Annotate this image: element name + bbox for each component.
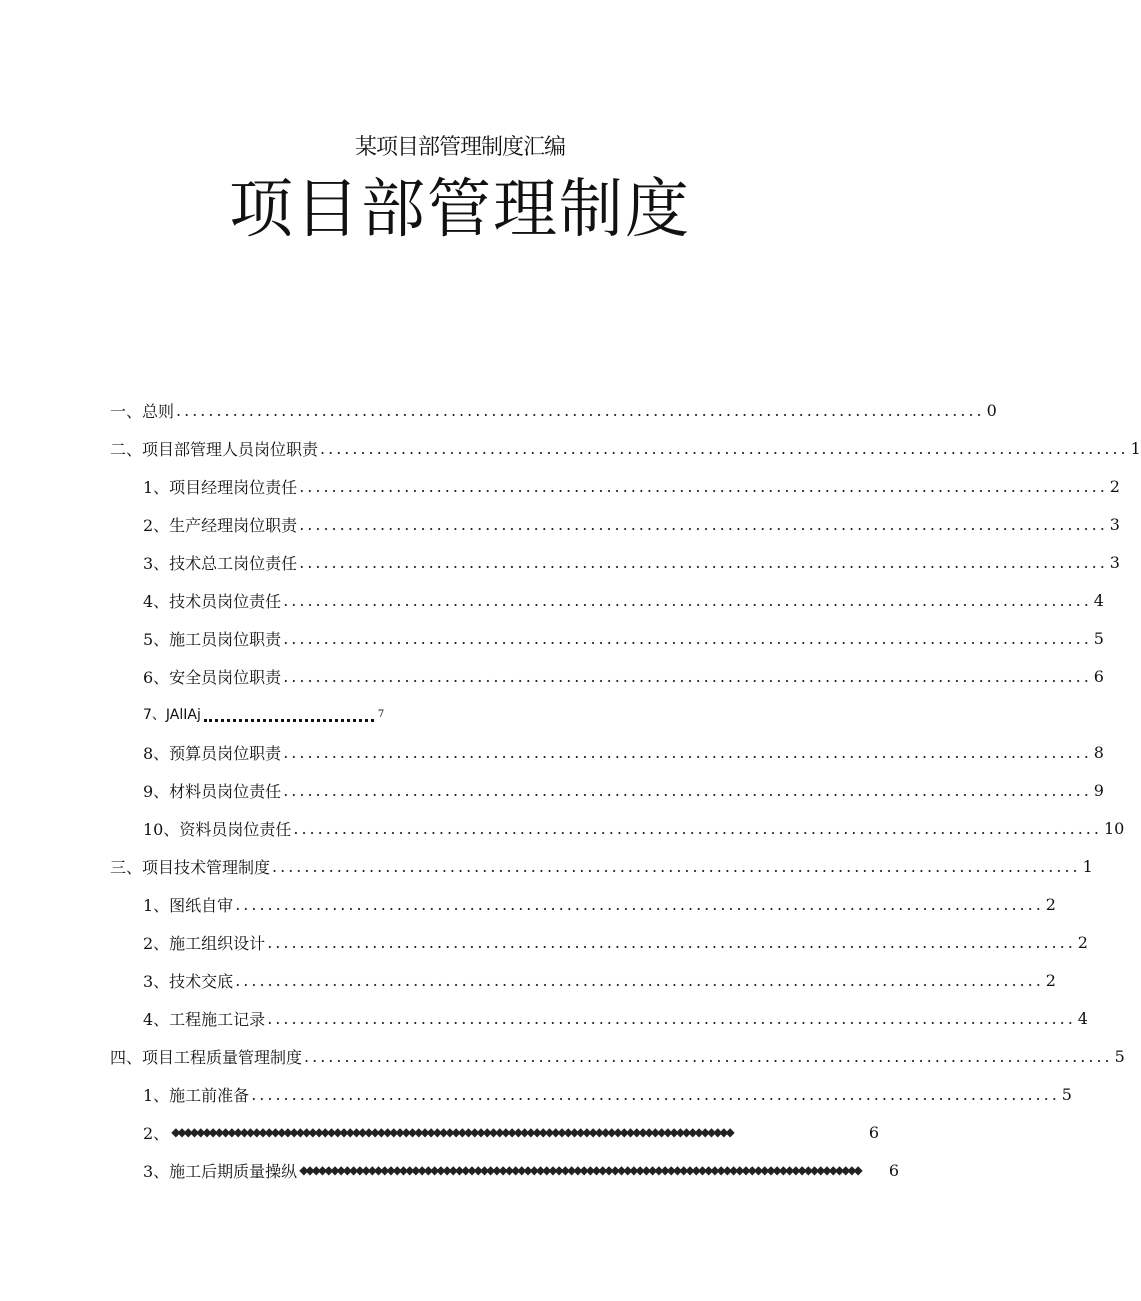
toc-entry-title: 四、项目工程质量管理制度: [110, 1047, 303, 1067]
toc-entry-title: 2、施工组织设计: [143, 933, 266, 953]
toc-entry-title: 4、技术员岗位责任: [143, 591, 282, 611]
toc-entry-page: 7: [377, 708, 385, 720]
toc-entry-title: 5、施工员岗位职责: [143, 629, 282, 649]
toc-entry[interactable]: [0, 923, 1088, 961]
dot-leader: ....................................................................................................: [283, 628, 1092, 648]
toc-entry-title: 1、施工前准备: [143, 1085, 250, 1105]
toc-entry-page: 8: [1093, 742, 1104, 762]
toc-entry-page: 4: [1077, 1008, 1088, 1028]
toc-entry-title: 一、总则: [110, 401, 175, 421]
toc-entry[interactable]: [0, 505, 1120, 543]
toc-entry-title: 4、工程施工记录: [143, 1009, 266, 1029]
toc-entry-page: 3: [1109, 552, 1120, 572]
toc-entry-page: 10: [1103, 818, 1125, 838]
dot-leader: ....................................................................................................: [304, 1046, 1113, 1066]
toc-entry[interactable]: [0, 961, 1056, 999]
dot-leader: ....................................................................................................: [235, 894, 1044, 914]
toc-entry-title: 3、技术交底: [143, 971, 234, 991]
toc-entry-page: 4: [1093, 590, 1104, 610]
toc-entry-title: 1、项目经理岗位责任: [143, 477, 298, 497]
toc-entry-title: 7、JAlIAj: [143, 707, 201, 723]
document-title: 项目部管理制度: [229, 173, 691, 247]
toc-entry[interactable]: [0, 1075, 1072, 1113]
toc-entry[interactable]: [0, 733, 1104, 771]
toc-entry-page: 2: [1045, 894, 1056, 914]
toc-entry[interactable]: [0, 847, 1093, 885]
toc-entry[interactable]: [0, 999, 1088, 1037]
toc-entry-title: 二、项目部管理人员岗位职责: [110, 439, 319, 459]
toc-entry-page: 3: [1109, 514, 1120, 534]
toc-entry[interactable]: [0, 1151, 899, 1189]
toc-entry-title: 3、施工后期质量操纵: [143, 1161, 298, 1181]
dot-leader: ....................................................................................................: [320, 438, 1129, 458]
dot-leader: ....................................................................................................: [251, 1084, 1060, 1104]
toc-entry-title: 1、图纸自审: [143, 895, 234, 915]
table-of-contents: [0, 391, 1141, 1189]
toc-entry[interactable]: [0, 429, 1141, 467]
dot-leader: ....................................................................................................: [299, 514, 1108, 534]
toc-entry[interactable]: [0, 771, 1104, 809]
toc-entry-page: 0: [986, 400, 997, 420]
toc-entry-title: 9、材料员岗位责任: [143, 781, 282, 801]
toc-entry-title: 2、生产经理岗位职责: [143, 515, 298, 535]
toc-entry-title: 6、安全员岗位职责: [143, 667, 282, 687]
toc-entry[interactable]: [0, 543, 1120, 581]
dot-leader: ....................................................................................................: [283, 742, 1092, 762]
toc-entry[interactable]: [0, 1113, 879, 1151]
toc-entry-page: 6: [868, 1122, 879, 1142]
toc-entry-page: 1: [1082, 856, 1093, 876]
toc-entry[interactable]: [0, 619, 1104, 657]
dot-leader: ....................................................................................................: [283, 780, 1092, 800]
toc-entry-title: 10、资料员岗位责任: [143, 819, 292, 839]
toc-entry-page: 6: [1093, 666, 1104, 686]
toc-entry[interactable]: [0, 809, 1125, 847]
dot-leader: ....................................................................................................: [283, 590, 1092, 610]
dot-leader: ....................................................................................................: [299, 476, 1108, 496]
dot-leader: ....................................................................................................: [283, 666, 1092, 686]
toc-entry-page: 2: [1109, 476, 1120, 496]
toc-entry[interactable]: [0, 581, 1104, 619]
toc-entry[interactable]: [0, 657, 1104, 695]
toc-entry-title: 3、技术总工岗位责任: [143, 553, 298, 573]
toc-entry-page: 9: [1093, 780, 1104, 800]
diamond-leader: ◆◆◆◆◆◆◆◆◆◆◆◆◆◆◆◆◆◆◆◆◆◆◆◆◆◆◆◆◆◆◆◆◆◆◆◆◆◆◆◆◆◆◆◆◆◆◆◆◆◆◆◆◆◆◆◆◆◆◆◆◆◆◆◆◆◆◆◆◆◆◆◆◆◆◆◆◆◆◆◆◆◆◆◆◆◆◆◆◆◆: [171, 1125, 732, 1139]
toc-entry[interactable]: [0, 1037, 1125, 1075]
dot-leader: ....................................................................................................: [293, 818, 1102, 838]
toc-entry[interactable]: [0, 467, 1120, 505]
dot-leader: ....................................................................................................: [267, 932, 1076, 952]
toc-entry-page: 2: [1045, 970, 1056, 990]
toc-entry-title: 2、: [143, 1123, 170, 1143]
toc-entry[interactable]: [0, 885, 1056, 923]
toc-entry-page: 6: [888, 1160, 899, 1180]
dot-leader: [204, 715, 374, 722]
toc-entry[interactable]: [0, 391, 997, 429]
toc-entry-page: 2: [1077, 932, 1088, 952]
diamond-leader: ◆◆◆◆◆◆◆◆◆◆◆◆◆◆◆◆◆◆◆◆◆◆◆◆◆◆◆◆◆◆◆◆◆◆◆◆◆◆◆◆◆◆◆◆◆◆◆◆◆◆◆◆◆◆◆◆◆◆◆◆◆◆◆◆◆◆◆◆◆◆◆◆◆◆◆◆◆◆◆◆◆◆◆◆◆◆◆◆◆◆: [299, 1163, 860, 1177]
dot-leader: ....................................................................................................: [272, 856, 1081, 876]
toc-entry-page: 5: [1061, 1084, 1072, 1104]
toc-entry-page: 1: [1130, 438, 1141, 458]
toc-entry-page: 5: [1093, 628, 1104, 648]
document-subtitle: 某项目部管理制度汇编: [354, 135, 565, 160]
toc-entry-page: 5: [1114, 1046, 1125, 1066]
dot-leader: ....................................................................................................: [267, 1008, 1076, 1028]
toc-entry-title: 8、预算员岗位职责: [143, 743, 282, 763]
toc-entry-title: 三、项目技术管理制度: [110, 857, 271, 877]
dot-leader: ....................................................................................................: [235, 970, 1044, 990]
toc-entry-garbled[interactable]: [0, 695, 920, 733]
dot-leader: ....................................................................................................: [299, 552, 1108, 572]
dot-leader: ....................................................................................................: [176, 400, 985, 420]
